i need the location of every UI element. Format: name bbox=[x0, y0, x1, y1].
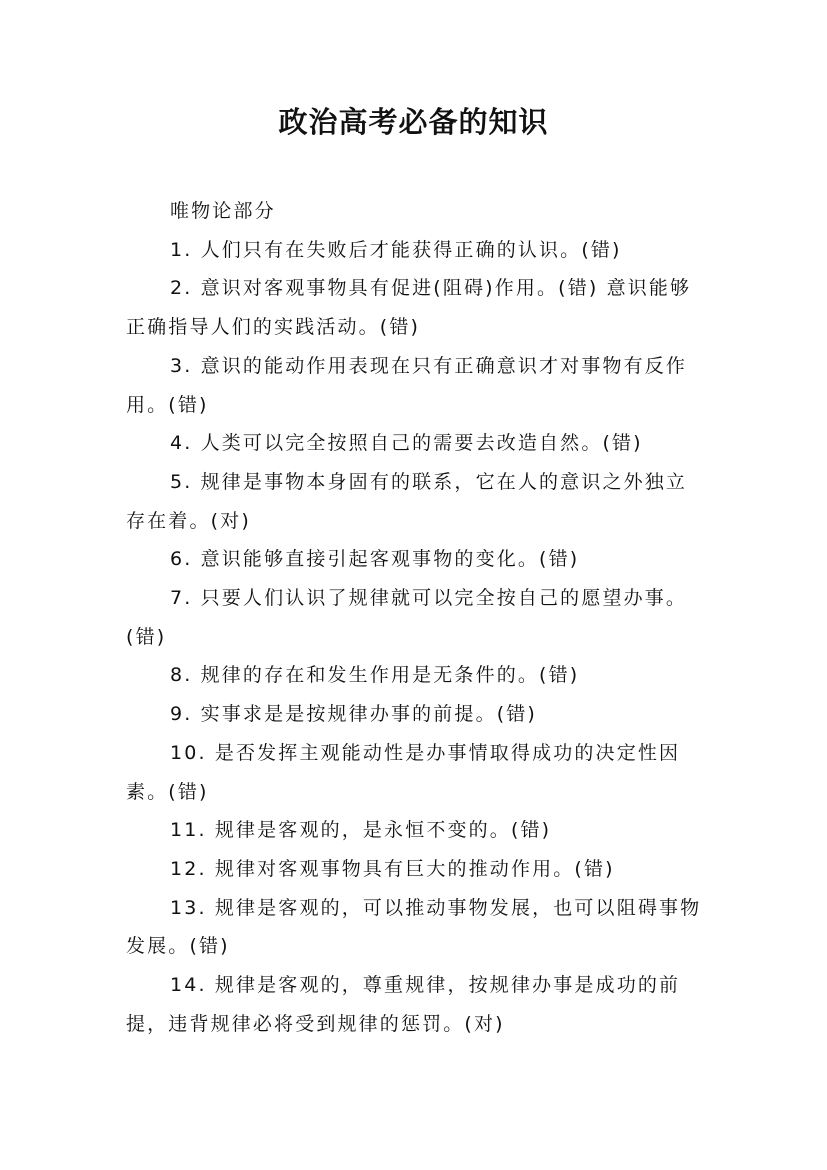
list-item-8: 8. 规律的存在和发生作用是无条件的。(错) bbox=[170, 664, 580, 687]
list-item-9: 9. 实事求是是按规律办事的前提。(错) bbox=[170, 703, 537, 726]
list-item-14: 14. 规律是客观的，尊重规律，按规律办事是成功的前提，违背规律必将受到规律的惩罚。(对) bbox=[126, 974, 681, 1035]
document-body bbox=[126, 192, 704, 1043]
list-item-3: 3. 意识的能动作用表现在只有正确意识才对事物有反作用。(错) bbox=[126, 354, 688, 416]
list-item-13: 13. 规律是客观的，可以推动事物发展，也可以阻碍事物发展。(错) bbox=[126, 896, 702, 958]
list-item-5: 5. 规律是事物本身固有的联系，它在人的意识之外独立存在着。(对) bbox=[126, 470, 688, 532]
document-title: 政治高考必备的知识 bbox=[278, 105, 549, 139]
list-item-1: 1. 人们只有在失败后才能获得正确的认识。(错) bbox=[170, 238, 622, 261]
list-item-6: 6. 意识能够直接引起客观事物的变化。(错) bbox=[170, 548, 580, 571]
list-item-12: 12. 规律对客观事物具有巨大的推动作用。(错) bbox=[170, 857, 615, 880]
list-item-11: 11. 规律是客观的，是永恒不变的。(错) bbox=[170, 819, 552, 842]
list-item-4: 4. 人类可以完全按照自己的需要去改造自然。(错) bbox=[170, 432, 643, 455]
list-item-2: 2. 意识对客观事物具有促进(阻碍)作用。(错) 意识能够正确指导人们的实践活动。(错) bbox=[126, 277, 692, 339]
section-heading: 唯物论部分 bbox=[170, 200, 276, 222]
list-item-7: 7. 只要人们认识了规律就可以完全按自己的愿望办事。(错) bbox=[126, 587, 688, 648]
list-item-10: 10. 是否发挥主观能动性是办事情取得成功的决定性因素。(错) bbox=[126, 741, 681, 803]
